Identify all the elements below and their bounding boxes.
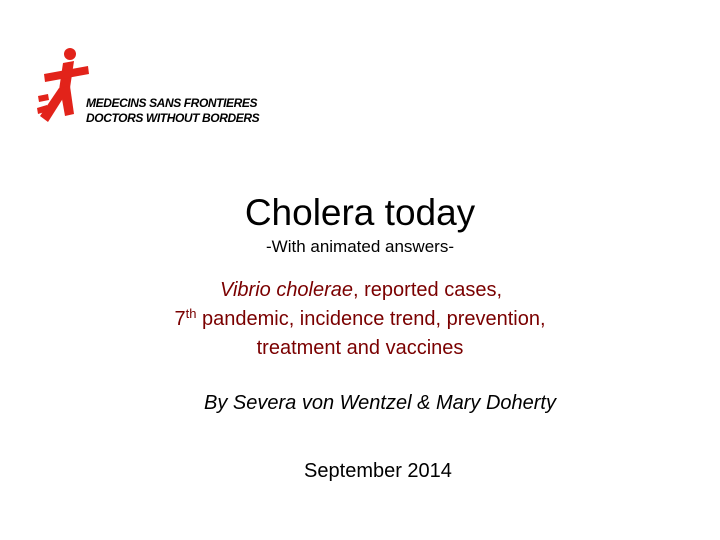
msf-logo-text bbox=[86, 96, 259, 126]
msf-logo bbox=[34, 44, 260, 134]
logo-line-2: DOCTORS WITHOUT BORDERS bbox=[86, 111, 260, 125]
topics-line-2: 7th pandemic, incidence trend, prevention, bbox=[174, 306, 546, 330]
species-name: Vibrio cholerae bbox=[219, 279, 354, 301]
slide-subtitle: -With animated answers- bbox=[265, 237, 454, 256]
logo-line-1: MEDECINS SANS FRONTIERES bbox=[86, 96, 258, 110]
authors: By Severa von Wentzel & Mary Doherty bbox=[204, 392, 556, 414]
msf-running-figure-icon bbox=[34, 44, 94, 134]
slide-title: Cholera today bbox=[244, 192, 476, 233]
topics-line-3: treatment and vaccines bbox=[256, 337, 464, 359]
topics-line-1: Vibrio cholerae, reported cases, bbox=[219, 279, 502, 301]
topics-list bbox=[0, 276, 720, 363]
byline bbox=[0, 389, 720, 417]
presentation-date: September 2014 bbox=[304, 460, 452, 482]
ordinal-suffix: th bbox=[185, 306, 197, 321]
